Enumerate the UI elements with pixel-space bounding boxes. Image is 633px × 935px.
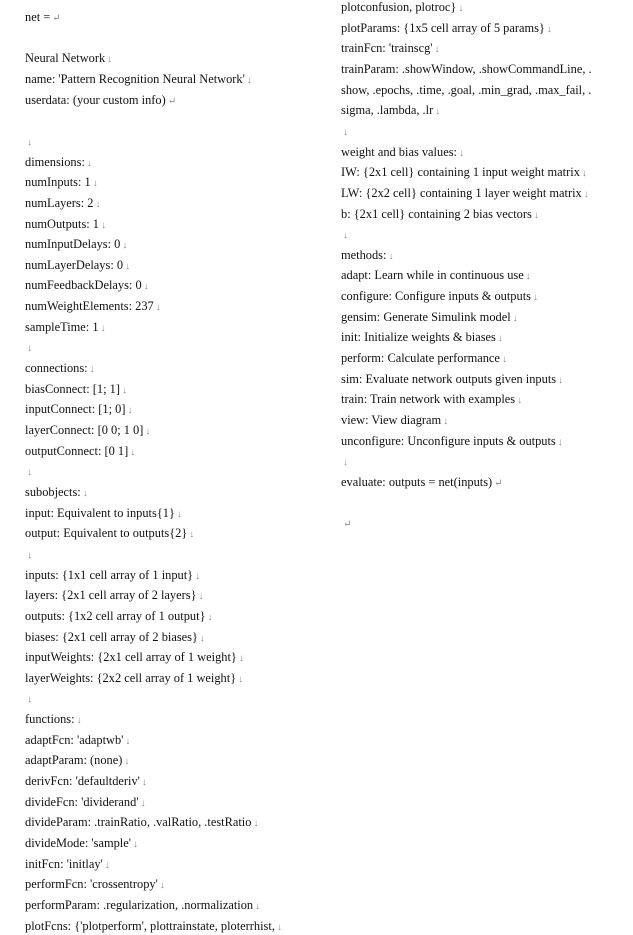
left-column-line-15 (25, 320, 106, 336)
line-text: dimensions: (25, 154, 85, 169)
line-break-mark: ↓ (533, 209, 539, 221)
line-text: gensim: Generate Simulink model (341, 309, 511, 324)
left-column-line-38 (25, 795, 146, 811)
line-text: adapt: Learn while in continuous use (341, 268, 524, 283)
right-column-line-19 (341, 392, 522, 408)
line-break-mark: ↓ (581, 168, 587, 180)
left-column-line-10 (25, 217, 106, 233)
line-text: divideParam: .trainRatio, .valRatio, .testRatio (25, 815, 252, 830)
line-break-mark: ↓ (27, 694, 32, 706)
line-text: functions: (25, 712, 75, 727)
line-text: layerConnect: [0 0; 1 0] (25, 423, 144, 437)
line-text: output: Equivalent to outputs{2} (25, 526, 188, 541)
left-column-line-19 (25, 402, 133, 418)
line-text: b: {2x1 cell} containing 2 bias vectors (341, 206, 532, 221)
line-break-mark: ↓ (86, 157, 92, 169)
right-column-line-7 (341, 145, 464, 161)
line-text: input: Equivalent to inputs{1} (25, 505, 175, 520)
line-break-mark: ↓ (101, 219, 107, 231)
line-break-mark: ↓ (100, 322, 106, 334)
line-break-mark: ↓ (435, 106, 441, 118)
line-break-mark: ↓ (130, 446, 136, 458)
line-text: numInputs: 1 (25, 175, 91, 190)
paragraph-mark: ↵ (494, 477, 503, 489)
line-break-mark: ↓ (198, 591, 204, 603)
line-break-mark: ↓ (143, 281, 149, 293)
line-break-mark: ↓ (89, 364, 95, 376)
line-text: derivFcn: 'defaultderiv' (25, 774, 140, 789)
left-column-line-12 (25, 258, 130, 274)
right-column-line-1 (341, 21, 552, 37)
line-text: performFcn: 'crossentropy' (25, 877, 158, 892)
line-text: numFeedbackDelays: 0 (25, 278, 142, 293)
line-text: layers: {2x1 cell array of 2 layers} (25, 588, 197, 603)
left-column-line-32 (25, 671, 243, 687)
line-break-mark: ↓ (343, 126, 348, 138)
left-column-line-37 (25, 774, 147, 790)
right-column-line-14 (341, 289, 538, 305)
line-text: layerWeights: {2x2 cell array of 1 weight} (25, 670, 237, 685)
line-break-mark: ↓ (176, 508, 182, 520)
line-break-mark: ↓ (501, 354, 507, 366)
line-text: outputConnect: [0 1] (25, 443, 129, 458)
line-break-mark: ↓ (558, 374, 564, 386)
paragraph-mark: ↵ (52, 13, 61, 24)
left-column-line-0 (25, 10, 61, 26)
right-column-line-18 (341, 372, 563, 388)
right-column-line-4 (341, 83, 591, 97)
left-column-line-2 (25, 51, 112, 67)
line-text: initFcn: 'initlay' (25, 856, 103, 871)
paragraph-mark: ↵ (343, 519, 352, 531)
left-column-line-14 (25, 299, 161, 315)
left-column-line-40 (25, 836, 138, 852)
right-column-line-5 (341, 103, 440, 119)
line-break-mark: ↓ (189, 529, 195, 541)
line-text: inputWeights: {2x1 cell array of 1 weight} (25, 650, 237, 665)
line-text: trainParam: .showWindow, .showCommandLine, . (341, 61, 592, 76)
right-column-line-22 (341, 454, 348, 470)
line-text: biases: {2x1 cell array of 2 biases} (25, 629, 198, 644)
left-column-line-20 (25, 423, 150, 439)
line-break-mark: ↓ (276, 921, 282, 933)
left-column-line-23 (25, 485, 88, 501)
line-text: Neural Network (25, 51, 106, 66)
line-text: name: 'Pattern Recognition Neural Network' (25, 71, 245, 86)
left-column-line-39 (25, 815, 258, 831)
right-column-line-8 (341, 165, 587, 181)
right-column-line-15 (341, 310, 518, 326)
line-text: plotParams: {1x5 cell array of 5 params} (341, 20, 545, 35)
line-break-mark: ↓ (199, 632, 205, 644)
line-break-mark: ↓ (125, 735, 131, 747)
line-break-mark: ↓ (238, 653, 244, 665)
line-text: adaptParam: (none) (25, 753, 123, 768)
line-text: init: Initialize weights & biases (341, 330, 496, 345)
line-break-mark: ↓ (458, 3, 464, 14)
line-text: sigma, .lambda, .lr (341, 103, 434, 118)
line-text: plotFcns: {'plotperform', plottrainstate, ploterrhist, (25, 918, 275, 933)
line-text: numLayerDelays: 0 (25, 257, 124, 272)
line-break-mark: ↓ (125, 260, 131, 272)
line-break-mark: ↓ (434, 44, 440, 56)
line-text: methods: (341, 247, 387, 262)
line-break-mark: ↓ (27, 343, 32, 355)
line-break-mark: ↓ (95, 198, 101, 210)
line-text: net = (25, 10, 51, 24)
line-break-mark: ↓ (253, 818, 259, 830)
left-column-line-11 (25, 237, 127, 253)
left-column-line-3 (25, 72, 252, 88)
line-break-mark: ↓ (255, 900, 261, 912)
right-column-line-23 (341, 475, 503, 491)
line-text: userdata: (your custom info) (25, 92, 166, 107)
line-break-mark: ↓ (27, 136, 32, 148)
line-break-mark: ↓ (517, 395, 523, 407)
left-column-line-44 (25, 919, 282, 935)
line-break-mark: ↓ (155, 302, 161, 314)
left-column-line-31 (25, 650, 244, 666)
line-break-mark: ↓ (141, 777, 147, 789)
right-column-line-25 (341, 516, 351, 532)
line-break-mark: ↓ (140, 797, 146, 809)
line-break-mark: ↓ (343, 230, 348, 242)
right-column-line-17 (341, 351, 507, 367)
right-column-line-6 (341, 124, 348, 140)
left-column-line-33 (25, 691, 32, 707)
left-column-line-36 (25, 753, 129, 769)
right-column-line-0 (341, 0, 463, 16)
right-column-line-16 (341, 330, 503, 346)
line-break-mark: ↓ (27, 467, 32, 479)
left-column-line-29 (25, 609, 213, 625)
line-break-mark: ↓ (122, 240, 128, 252)
line-text: train: Train network with examples (341, 392, 516, 407)
left-column-line-18 (25, 382, 127, 398)
line-text: divideFcn: 'dividerand' (25, 794, 139, 809)
line-text: evaluate: outputs = net(inputs) (341, 474, 493, 489)
line-break-mark: ↓ (145, 426, 151, 437)
line-text: LW: {2x2 cell} containing 1 layer weight matrix (341, 185, 582, 200)
line-break-mark: ↓ (207, 611, 213, 623)
line-break-mark: ↓ (532, 292, 538, 304)
line-break-mark: ↓ (512, 312, 518, 324)
left-column-line-42 (25, 877, 165, 893)
left-column-line-25 (25, 526, 194, 542)
line-text: IW: {2x1 cell} containing 1 input weight matrix (341, 165, 580, 180)
line-text: numOutputs: 1 (25, 216, 100, 231)
line-text: configure: Configure inputs & outputs (341, 289, 531, 304)
line-text: unconfigure: Unconfigure inputs & outputs (341, 433, 556, 448)
left-column-line-6 (25, 134, 32, 150)
line-break-mark: ↓ (343, 457, 348, 469)
line-break-mark: ↓ (124, 756, 130, 768)
right-column-line-3 (341, 62, 592, 76)
line-text: view: View diagram (341, 413, 442, 427)
line-break-mark: ↓ (27, 549, 32, 561)
left-column-line-26 (25, 547, 32, 563)
line-text: numLayers: 2 (25, 195, 94, 210)
left-column-line-41 (25, 857, 110, 873)
line-text: performParam: .regularization, .normalization (25, 897, 254, 912)
line-text: sim: Evaluate network outputs given inputs (341, 371, 557, 386)
right-column-line-12 (341, 248, 393, 264)
left-column-line-9 (25, 196, 100, 212)
left-column-line-21 (25, 444, 135, 460)
left-column-line-17 (25, 361, 95, 377)
line-break-mark: ↓ (497, 333, 503, 345)
left-column-line-16 (25, 340, 32, 356)
line-break-mark: ↓ (546, 23, 552, 35)
line-text: sampleTime: 1 (25, 319, 99, 334)
right-column-line-9 (341, 186, 589, 202)
line-break-mark: ↓ (195, 570, 201, 582)
right-column-line-2 (341, 41, 440, 57)
line-text: connections: (25, 361, 88, 376)
left-column-line-28 (25, 588, 204, 604)
left-column-line-27 (25, 568, 200, 584)
line-text: trainFcn: 'trainscg' (341, 41, 433, 56)
left-column-line-35 (25, 733, 130, 749)
line-text: plotconfusion, plotroc} (341, 0, 457, 14)
left-column-line-7 (25, 155, 92, 171)
left-column-line-13 (25, 278, 149, 294)
line-break-mark: ↓ (159, 880, 165, 892)
left-column-line-4 (25, 93, 176, 109)
left-column-line-8 (25, 175, 98, 191)
right-column-line-21 (341, 434, 563, 450)
line-break-mark: ↓ (583, 188, 589, 200)
right-column-line-11 (341, 227, 348, 243)
line-break-mark: ↓ (82, 487, 88, 499)
line-text: divideMode: 'sample' (25, 836, 131, 850)
line-text: subobjects: (25, 484, 81, 499)
right-column-line-10 (341, 207, 539, 223)
line-break-mark: ↓ (104, 859, 110, 871)
line-text: biasConnect: [1; 1] (25, 381, 120, 396)
line-break-mark: ↓ (557, 436, 563, 448)
line-break-mark: ↓ (246, 74, 252, 86)
left-column-line-22 (25, 464, 32, 480)
line-break-mark: ↓ (76, 715, 82, 727)
line-text: outputs: {1x2 cell array of 1 output} (25, 608, 206, 623)
line-break-mark: ↓ (238, 673, 244, 685)
line-break-mark: ↓ (132, 839, 138, 850)
line-text: inputs: {1x1 cell array of 1 input} (25, 567, 194, 582)
paragraph-mark: ↵ (167, 95, 177, 107)
left-column-line-24 (25, 506, 182, 522)
line-break-mark: ↓ (127, 405, 133, 417)
line-text: numInputDelays: 0 (25, 237, 121, 252)
right-column-line-20 (341, 413, 448, 429)
line-break-mark: ↓ (388, 250, 394, 262)
line-text: weight and bias values: (341, 144, 457, 159)
line-break-mark: ↓ (458, 147, 464, 159)
right-column-line-13 (341, 268, 531, 284)
left-column-line-30 (25, 630, 205, 646)
line-text: inputConnect: [1; 0] (25, 402, 126, 417)
line-text: perform: Calculate performance (341, 351, 500, 366)
line-break-mark: ↓ (443, 416, 449, 427)
line-text: show, .epochs, .time, .goal, .min_grad, .max_fail, . (341, 82, 592, 97)
line-text: adaptFcn: 'adaptwb' (25, 732, 124, 747)
line-break-mark: ↓ (107, 54, 113, 66)
left-column-line-43 (25, 898, 260, 914)
line-break-mark: ↓ (92, 178, 98, 190)
left-column-line-34 (25, 712, 82, 728)
line-break-mark: ↓ (525, 271, 531, 283)
line-text: numWeightElements: 237 (25, 299, 154, 314)
line-break-mark: ↓ (121, 384, 127, 396)
